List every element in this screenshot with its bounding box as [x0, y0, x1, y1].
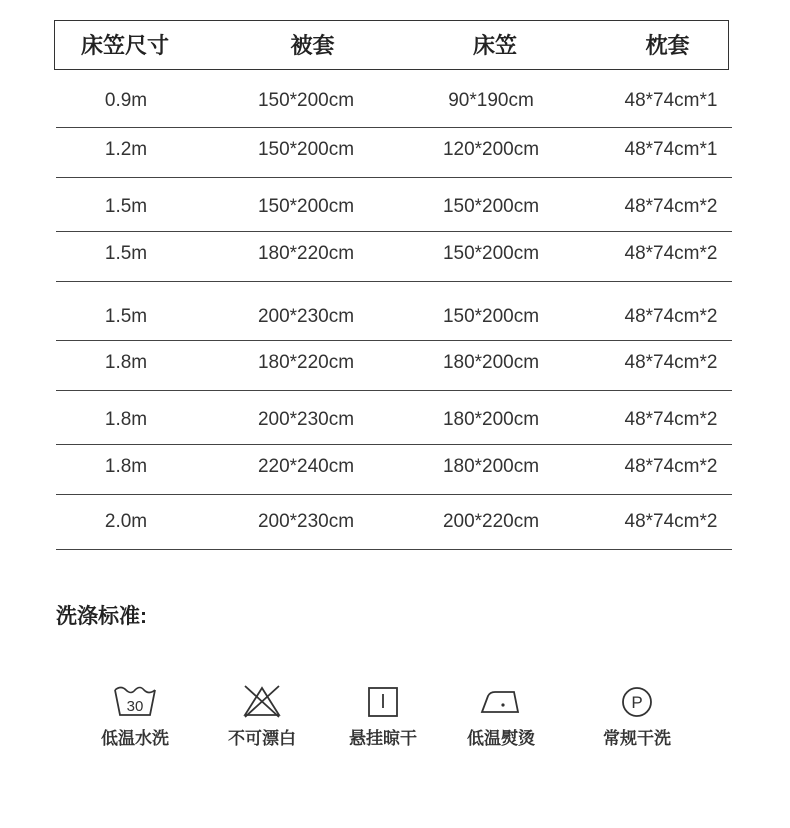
- care-item-low-iron: [441, 684, 561, 749]
- cell-pillow: 48*74cm*2: [624, 456, 718, 477]
- cell-duvet: 200*230cm: [257, 511, 355, 532]
- cell-pillow: 48*74cm*2: [624, 196, 718, 217]
- cell-sheet: 180*200cm: [442, 352, 540, 373]
- table-row: [56, 340, 732, 391]
- cell-duvet: 220*240cm: [257, 456, 355, 477]
- header-duvet-cover: 被套: [290, 33, 335, 58]
- table-row: [56, 231, 732, 282]
- cell-pillow: 48*74cm*2: [624, 511, 718, 532]
- cell-size: 1.5m: [104, 243, 148, 264]
- cell-duvet: 150*200cm: [257, 196, 355, 217]
- care-label: 常规干洗: [603, 729, 671, 748]
- cell-size: 1.8m: [104, 352, 148, 373]
- cell-duvet: 200*230cm: [257, 306, 355, 327]
- table-row: [56, 70, 732, 128]
- table-header: [54, 20, 729, 70]
- cell-duvet: 200*230cm: [257, 409, 355, 430]
- no-bleach-icon: [239, 684, 285, 718]
- cell-pillow: 48*74cm*1: [624, 90, 718, 111]
- wash-temperature: 30: [126, 698, 144, 715]
- cell-pillow: 48*74cm*2: [624, 409, 718, 430]
- cell-sheet: 180*200cm: [442, 409, 540, 430]
- cell-duvet: 150*200cm: [257, 139, 355, 160]
- cell-sheet: 120*200cm: [442, 139, 540, 160]
- table-row: [56, 444, 732, 495]
- low-iron-icon: [478, 684, 524, 718]
- cell-sheet: 150*200cm: [442, 243, 540, 264]
- cell-size: 1.8m: [104, 409, 148, 430]
- care-item-hang-dry: [323, 684, 443, 749]
- header-bed-size: 床笠尺寸: [80, 33, 169, 58]
- cell-size: 1.8m: [104, 456, 148, 477]
- dry-clean-letter: P: [631, 693, 643, 712]
- dry-clean-icon: [614, 684, 660, 718]
- cell-sheet: 90*190cm: [448, 90, 534, 111]
- table-row: [56, 390, 732, 445]
- care-label: 低温水洗: [101, 729, 169, 748]
- cell-sheet: 200*220cm: [442, 511, 540, 532]
- cell-sheet: 180*200cm: [442, 456, 540, 477]
- cell-sheet: 150*200cm: [442, 196, 540, 217]
- table-row: [56, 494, 732, 550]
- cell-pillow: 48*74cm*2: [624, 306, 718, 327]
- cell-duvet: 180*220cm: [257, 243, 355, 264]
- cell-duvet: 180*220cm: [257, 352, 355, 373]
- care-item-dry-clean: [577, 684, 697, 749]
- cell-size: 1.2m: [104, 139, 148, 160]
- cell-size: 1.5m: [104, 306, 148, 327]
- table-row: [56, 127, 732, 178]
- care-item-low-temp-wash: [75, 684, 195, 749]
- table-row: [56, 177, 732, 232]
- wash-30-icon: [112, 684, 158, 718]
- table-row: [56, 281, 732, 341]
- care-item-no-bleach: [202, 684, 322, 749]
- size-table: [54, 20, 732, 532]
- hang-dry-icon: [360, 684, 406, 718]
- cell-duvet: 150*200cm: [257, 90, 355, 111]
- care-label: 低温熨烫: [467, 729, 535, 748]
- care-label: 不可漂白: [228, 729, 296, 748]
- cell-pillow: 48*74cm*2: [624, 352, 718, 373]
- cell-size: 1.5m: [104, 196, 148, 217]
- cell-pillow: 48*74cm*2: [624, 243, 718, 264]
- cell-size: 0.9m: [104, 90, 148, 111]
- cell-pillow: 48*74cm*1: [624, 139, 718, 160]
- care-label: 悬挂晾干: [349, 729, 417, 748]
- cell-sheet: 150*200cm: [442, 306, 540, 327]
- header-pillowcase: 枕套: [645, 33, 690, 58]
- header-fitted-sheet: 床笠: [472, 33, 517, 58]
- wash-standard-title: 洗涤标准:: [56, 605, 147, 628]
- cell-size: 2.0m: [104, 511, 148, 532]
